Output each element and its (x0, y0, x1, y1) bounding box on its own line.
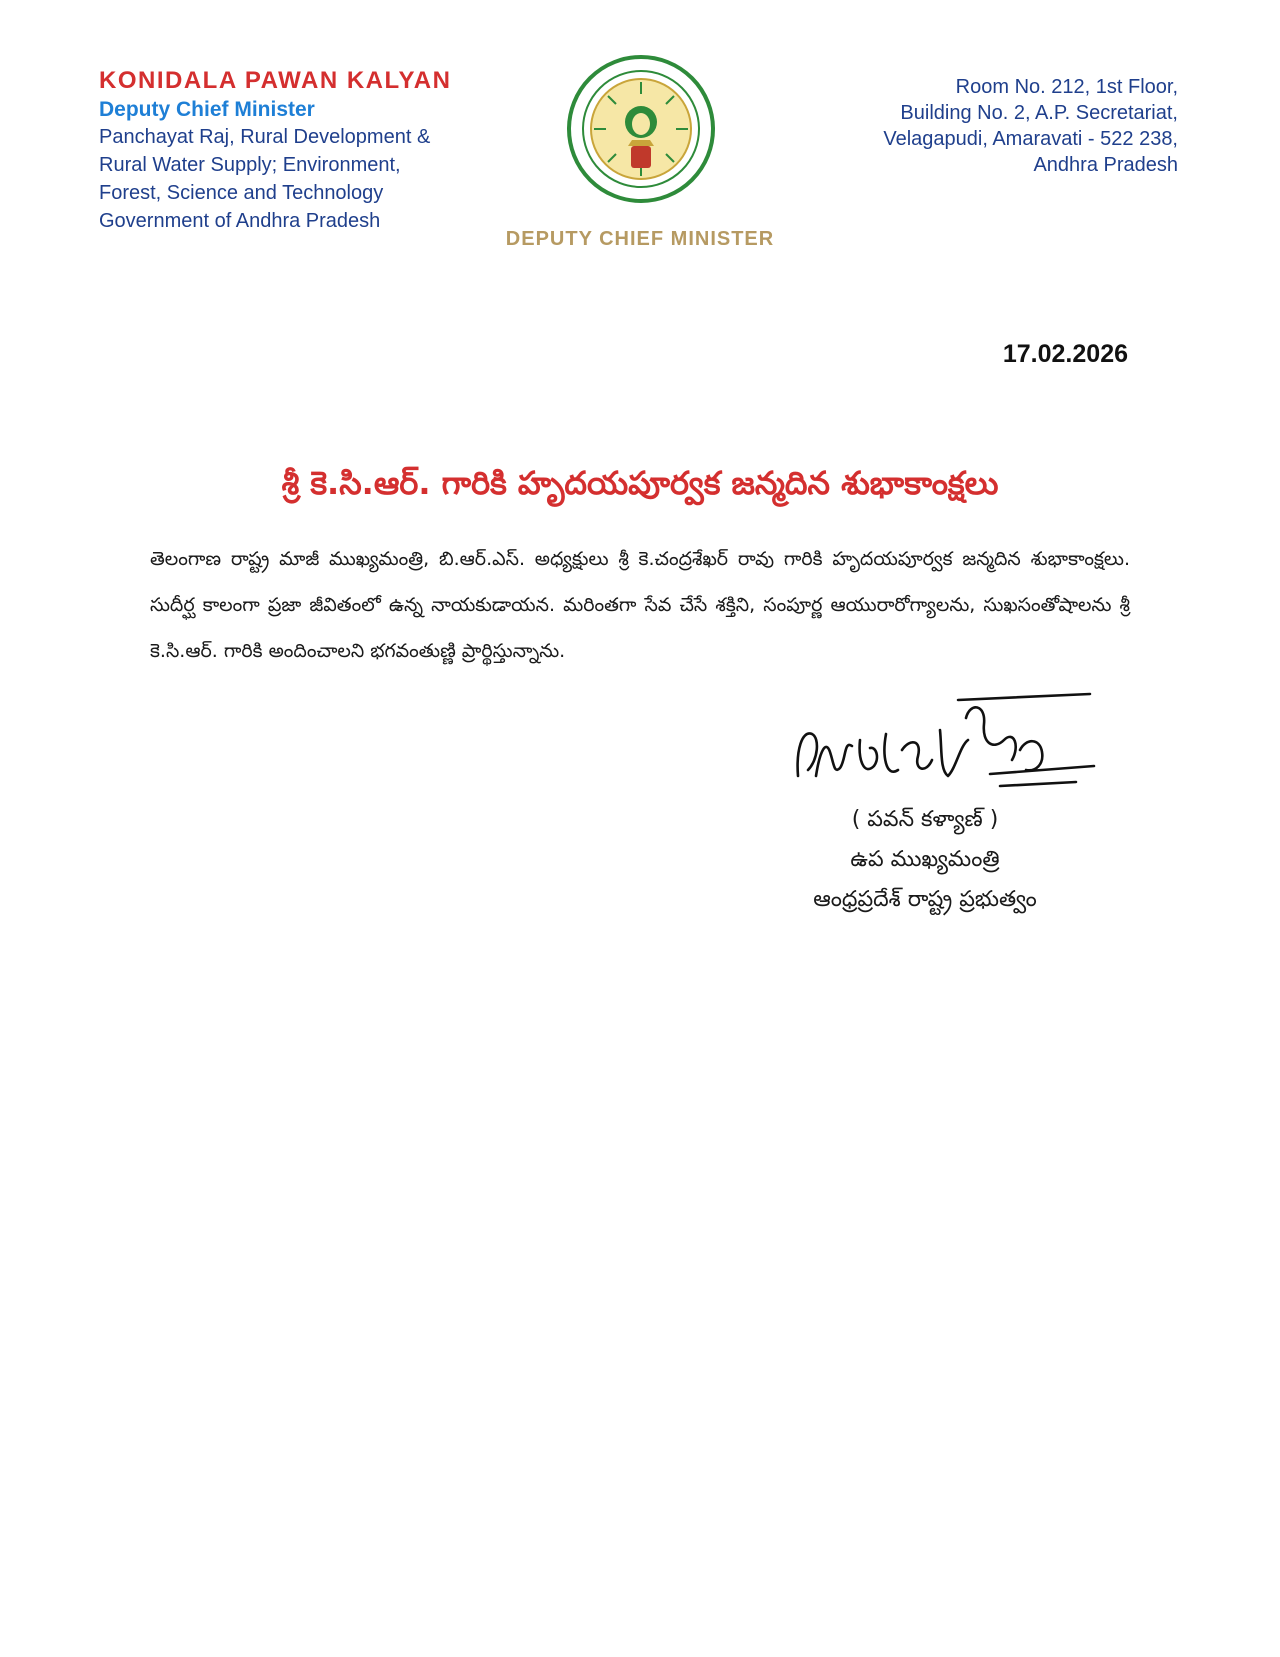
department-line: Forest, Science and Technology (99, 182, 384, 204)
address-line: Andhra Pradesh (1033, 154, 1178, 176)
address-line: Room No. 212, 1st Floor, (955, 76, 1178, 98)
letter-date: 17.02.2026 (1002, 340, 1128, 368)
address-line: Building No. 2, A.P. Secretariat, (900, 102, 1178, 124)
signatory-title: ఉప ముఖ్యమంత్రి (850, 847, 1000, 872)
letter-body: తెలంగాణ రాష్ట్ర మాజీ ముఖ్యమంత్రి, బి.ఆర్.ఎస్. అధ్యక్షులు శ్రీ కె.చంద్రశేఖర్ రావు గారికి హృదయపూర్వక జన్మదిన శుభాకాంక్షలు. సుదీర్ఘ కాలంగా ప్రజా జీవితంలో ఉన్న నాయకుడాయన. మరింతగా సేవ చేసే శక్తిని, సంపూర్ణ ఆయురారోగ్యాలను, సుఖసంతోషాలను శ్రీ కె.సి.ఆర్. గారికి అందించాలని భగవంతుణ్ణి ప్రార్థిస్తున్నాను. (150, 548, 1130, 662)
department-line: Rural Water Supply; Environment, (99, 154, 401, 176)
letterhead-left (99, 66, 519, 235)
handwritten-signature-icon (790, 690, 1100, 800)
department-line: Panchayat Raj, Rural Development & (99, 126, 431, 148)
letter-heading: శ్రీ కె.సి.ఆర్. గారికి హృదయపూర్వక జన్మదిన శుభాకాంక్షలు (281, 464, 999, 502)
minister-name: KONIDALA PAWAN KALYAN (99, 67, 452, 94)
signatory-government: ఆంధ్రప్రదేశ్ రాష్ట్ర ప్రభుత్వం (813, 887, 1037, 912)
emblem-caption: DEPUTY CHIEF MINISTER (505, 228, 775, 250)
address-line: Velagapudi, Amaravati - 522 238, (883, 128, 1178, 150)
government-emblem-icon (566, 54, 716, 204)
signoff-block (760, 800, 1090, 920)
office-address (778, 74, 1178, 178)
department-line: Government of Andhra Pradesh (99, 210, 381, 232)
minister-role: Deputy Chief Minister (99, 98, 315, 121)
signatory-name: ( పవన్ కళ్యాణ్ ) (851, 807, 999, 832)
